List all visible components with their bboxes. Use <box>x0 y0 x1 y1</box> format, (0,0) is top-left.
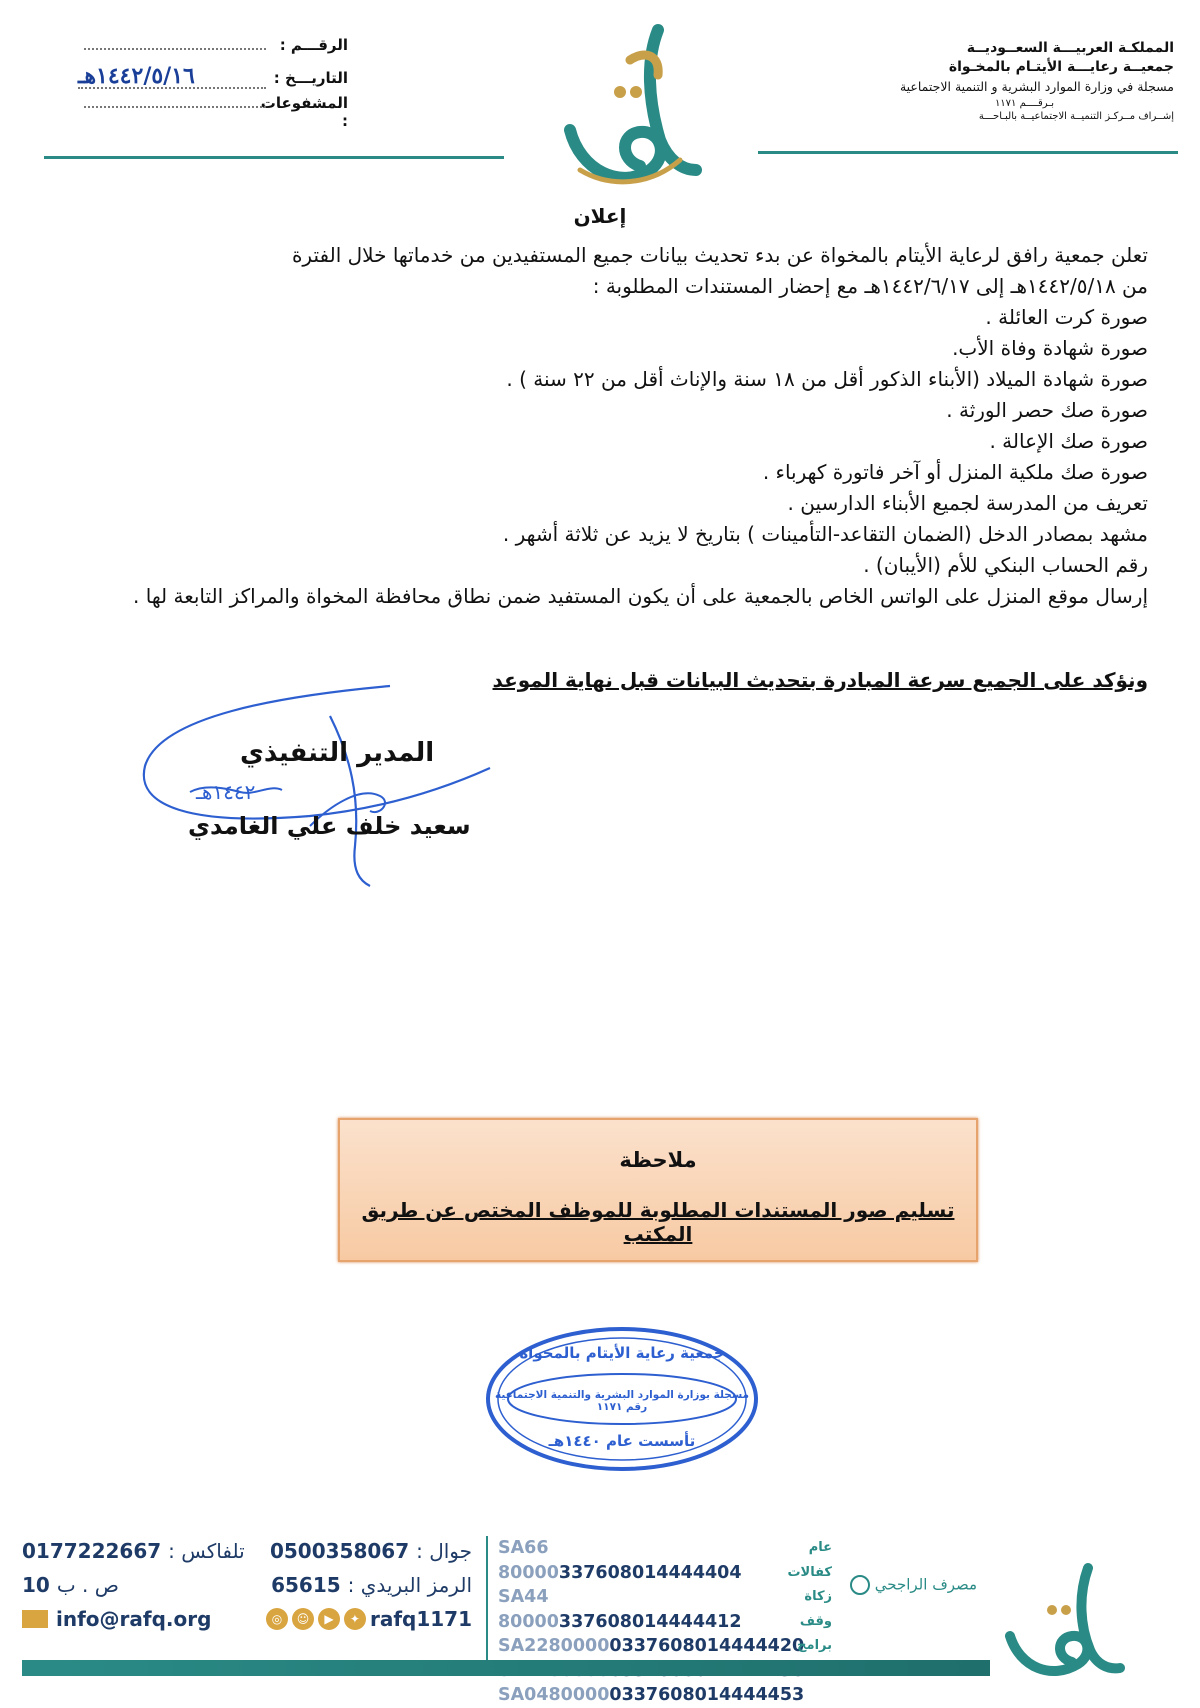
footer-logo-icon <box>1000 1560 1130 1684</box>
iban-row: SA66 80000337608014444404 <box>498 1538 742 1583</box>
postal-row <box>22 1568 472 1602</box>
announcement-title: إعلان <box>573 204 627 228</box>
org-line-3: مسجلة في وزارة الموارد البشرية و التنمية الاجتماعية <box>899 79 1174 94</box>
note-title: ملاحظة <box>619 1148 697 1172</box>
org-line-5: إشــراف مــركـز التنميــة الاجتماعيــة بالبـاحـــة <box>978 111 1174 122</box>
body-line: تعلن جمعية رافق لرعاية الأيتام بالمخواة عن بدء تحديث بيانات جميع المستفيدين من خدماتها خلال الفترة <box>291 243 1148 267</box>
header-rule-left <box>44 156 504 159</box>
date-handwritten: ١٤٤٢/٥/١٦هـ <box>78 65 266 89</box>
emphasis-note: ونؤكد على الجميع سرعة المبادرة بتحديث البيانات قبل نهاية الموعد <box>492 668 1148 692</box>
document-item: صورة شهادة الميلاد (الأبناء الذكور أقل من ١٨ سنة والإناث أقل من ٢٢ سنة ) . <box>506 367 1148 391</box>
po-box: 10 <box>22 1573 50 1597</box>
signer-title: المدير التنفيذي <box>240 738 435 768</box>
document-item: صورة صك حصر الورثة . <box>946 398 1148 422</box>
document-item: صورة صك ملكية المنزل أو آخر فاتورة كهرباء . <box>762 460 1148 484</box>
postal-label: : الرمز البريدي <box>347 1573 472 1597</box>
postal-code: 65615 <box>271 1573 341 1597</box>
po-label: ص . ب <box>56 1573 119 1597</box>
fax-label: : تلفاكس <box>168 1539 245 1563</box>
instagram-icon[interactable]: ◎ <box>266 1608 288 1630</box>
signer-name: سعيد خلف علي الغامدي <box>188 812 471 840</box>
rafq-logo <box>550 20 720 195</box>
stamp-line-3: تأسست عام ١٤٤٠هـ <box>548 1432 696 1450</box>
signature-scribble-icon <box>130 676 500 896</box>
fax-number: 0177222667 <box>22 1539 162 1563</box>
body-line: من ١٤٤٢/٥/١٨هـ إلى ١٤٤٢/٦/١٧هـ مع إحضار المستندات المطلوبة : <box>592 274 1148 298</box>
document-item: صورة شهادة وفاة الأب. <box>952 336 1148 360</box>
attachments-label: المشفوعات : <box>260 94 348 130</box>
date-label: التاريـــخ : <box>273 69 348 87</box>
org-line-4: بـرقــــم ١١٧١ <box>994 98 1054 109</box>
footer-separator <box>486 1536 488 1660</box>
mobile-label: : جوال <box>416 1539 472 1563</box>
phone-row <box>22 1534 472 1568</box>
online-row <box>22 1602 472 1636</box>
social-handle[interactable]: rafq1171 <box>369 1607 472 1631</box>
iban-row: SA04800000337608014444453 <box>498 1685 805 1705</box>
iban-row: SA44 80000337608014444412 <box>498 1587 742 1632</box>
social-links <box>266 1607 472 1631</box>
official-stamp <box>484 1326 760 1472</box>
footer-bar <box>22 1660 990 1676</box>
bank-name: مصرف الراجحي <box>850 1575 977 1595</box>
note-box <box>338 1118 978 1262</box>
ref-row <box>78 36 348 65</box>
rafq-logo-icon <box>550 20 720 195</box>
youtube-icon[interactable]: ▶ <box>318 1608 340 1630</box>
document-item: رقم الحساب البنكي للأم (الأيبان) . <box>863 553 1148 577</box>
mobile-number: 0500358067 <box>269 1539 410 1563</box>
stamp-line-1: جمعية رعاية الأيتام بالمخواة <box>519 1344 725 1362</box>
announcement-body <box>48 240 1148 612</box>
document-item: صورة كرت العائلة . <box>985 305 1148 329</box>
attachments-row <box>78 94 348 130</box>
signature-handwritten-date: ١٤٤٢هـ <box>196 780 256 804</box>
org-line-1: المملكـة العربيـــة السعــوديــة <box>966 40 1174 56</box>
document-item: إرسال موقع المنزل على الواتس الخاص بالجمعية على أن يكون المستفيد ضمن نطاق محافظة المخواة والمراكز التابعة لها . <box>133 584 1148 608</box>
footer-contact <box>22 1534 472 1636</box>
iban-labels: عام كفالات زكاة وقف برامج <box>787 1540 832 1653</box>
iban-row: SA22800000337608014444420 <box>498 1636 805 1656</box>
org-line-2: جمعيــة رعايـــة الأيتـام بالمخـواة <box>948 59 1174 75</box>
iban-list <box>498 1536 805 1708</box>
header-rule-right <box>758 151 1178 154</box>
bank-logo-icon <box>850 1575 870 1595</box>
org-header <box>844 38 1174 124</box>
twitter-icon[interactable]: ✦ <box>344 1608 366 1630</box>
email-address[interactable]: info@rafq.org <box>56 1607 212 1631</box>
document-item: مشهد بمصادر الدخل (الضمان التقاعد-التأمينات ) بتاريخ لا يزيد عن ثلاثة أشهر . <box>502 522 1148 546</box>
snapchat-icon[interactable]: ☺ <box>292 1608 314 1630</box>
reference-block <box>78 36 348 130</box>
document-item: تعريف من المدرسة لجميع الأبناء الدارسين . <box>787 491 1148 515</box>
date-row <box>78 65 348 94</box>
email-icon <box>22 1610 48 1628</box>
ref-label: الرقـــم : <box>279 36 348 54</box>
stamp-line-2: مسجلة بوزارة الموارد البشرية والتنمية الاجتماعية رقم ١١٧١ <box>494 1389 750 1413</box>
document-item: صورة صك الإعالة . <box>989 429 1148 453</box>
note-text: تسليم صور المستندات المطلوبة للموظف المختص عن طريق المكتب <box>361 1198 955 1246</box>
footer-logo <box>1000 1560 1130 1684</box>
